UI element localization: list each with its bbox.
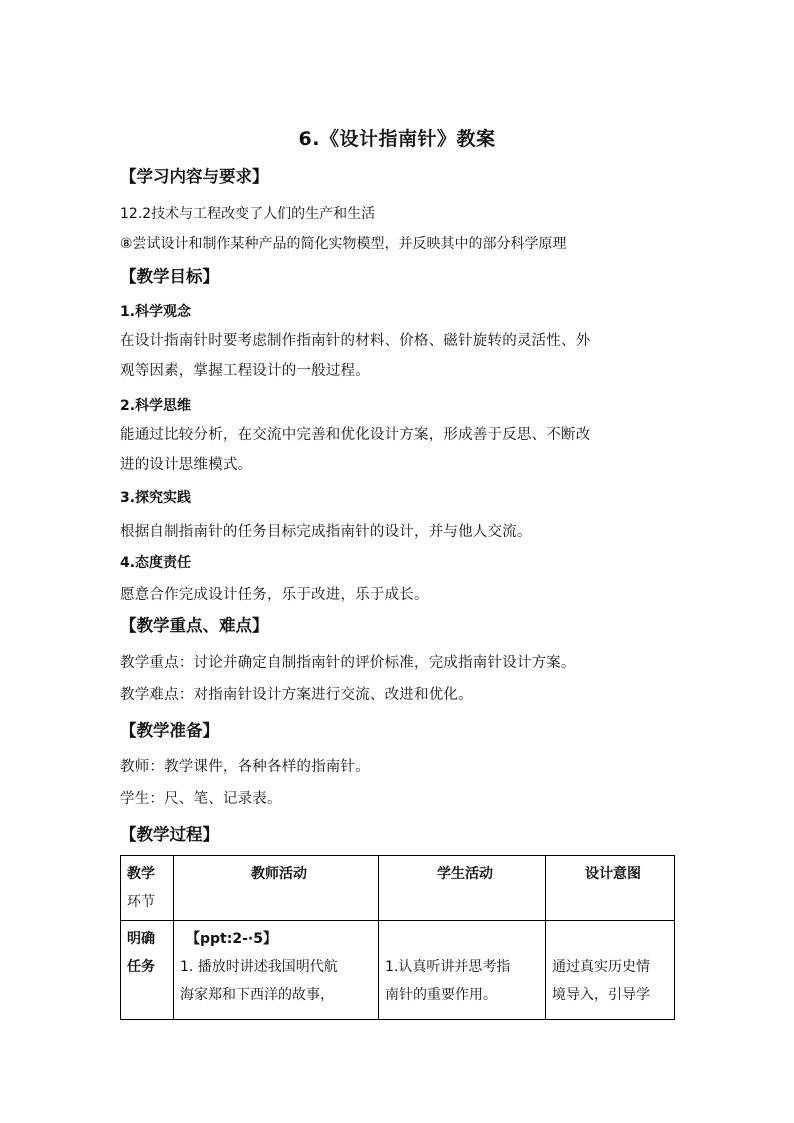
heading-prep: 【教学准备】 bbox=[120, 721, 219, 740]
heading-content: 【学习内容与要求】 bbox=[120, 167, 269, 186]
goal-1-line-1: 在设计指南针时要考虑制作指南针的材料、价格、磁针旋转的灵活性、外 bbox=[120, 333, 591, 349]
header-intent: 设计意图 bbox=[546, 856, 675, 921]
teacher-line-1: 【ppt:2-·5】 bbox=[186, 931, 277, 947]
focus-line-1: 教学重点：讨论并确定自制指南针的评价标准，完成指南针设计方案。 bbox=[120, 655, 576, 671]
goal-2-label: 2.科学思维 bbox=[120, 398, 192, 414]
goal-3-line-1: 根据自制指南针的任务目标完成指南针的设计，并与他人交流。 bbox=[120, 524, 532, 540]
content-line-1: 12.2技术与工程改变了人们的生产和生活 bbox=[120, 206, 376, 222]
goal-4-label: 4.态度责任 bbox=[120, 555, 192, 571]
intent-line-1 bbox=[552, 925, 674, 953]
header-stage-line-1: 教学 bbox=[127, 866, 155, 882]
teacher-line-2: 1. 播放时讲述我国明代航 bbox=[180, 959, 338, 975]
page-title: 6.《设计指南针》教案 bbox=[298, 128, 496, 150]
goal-4-text bbox=[120, 580, 680, 610]
student-line-3: 南针的重要作用。 bbox=[385, 987, 497, 1003]
cell-student bbox=[379, 921, 546, 1020]
stage-line-2: 任务 bbox=[127, 959, 155, 975]
cell-teacher bbox=[174, 921, 379, 1020]
goal-2-line-2: 进的设计思维模式。 bbox=[120, 457, 253, 473]
goal-4-line-1: 愿意合作完成设计任务，乐于改进，乐于成长。 bbox=[120, 587, 429, 603]
header-stage bbox=[121, 856, 174, 921]
header-student: 学生活动 bbox=[379, 856, 546, 921]
table-row bbox=[121, 921, 675, 1020]
content-line-2: ⑧尝试设计和制作某种产品的简化实物模型，并反映其中的部分科学原理 bbox=[120, 236, 567, 252]
goal-2-text bbox=[120, 420, 680, 480]
goal-2-line-1: 能通过比较分析，在交流中完善和优化设计方案，形成善于反思、不断改 bbox=[120, 427, 591, 443]
table-header-row bbox=[121, 856, 675, 921]
stage-line-1: 明确 bbox=[127, 931, 155, 947]
focus-line-2: 教学难点：对指南针设计方案进行交流、改进和优化。 bbox=[120, 687, 473, 703]
prep-line-2: 学生：尺、笔、记录表。 bbox=[120, 791, 282, 807]
goal-1-text bbox=[120, 326, 680, 386]
teacher-line-3: 海家郑和下西洋的故事， bbox=[180, 987, 334, 1003]
cell-stage bbox=[121, 921, 174, 1020]
student-line-1 bbox=[385, 925, 545, 953]
header-teacher: 教师活动 bbox=[174, 856, 379, 921]
student-line-2: 1.认真听讲并思考指 bbox=[385, 959, 511, 975]
goal-1-line-2: 观等因素，掌握工程设计的一般过程。 bbox=[120, 363, 370, 379]
goal-3-label: 3.探究实践 bbox=[120, 490, 192, 506]
goal-3-text bbox=[120, 517, 680, 547]
heading-process: 【教学过程】 bbox=[120, 825, 219, 844]
intent-line-2: 通过真实历史情 bbox=[552, 959, 650, 975]
process-table bbox=[120, 855, 675, 1020]
heading-goals: 【教学目标】 bbox=[120, 267, 219, 286]
focus-text bbox=[120, 648, 680, 710]
prep-text bbox=[120, 752, 680, 814]
prep-line-1: 教师：教学课件，各种各样的指南针。 bbox=[120, 759, 370, 775]
intent-line-3: 境导入，引导学 bbox=[552, 987, 650, 1003]
goal-1-label: 1.科学观念 bbox=[120, 304, 192, 320]
heading-focus: 【教学重点、难点】 bbox=[120, 616, 269, 635]
header-stage-line-2: 环节 bbox=[127, 894, 155, 910]
cell-intent bbox=[546, 921, 675, 1020]
